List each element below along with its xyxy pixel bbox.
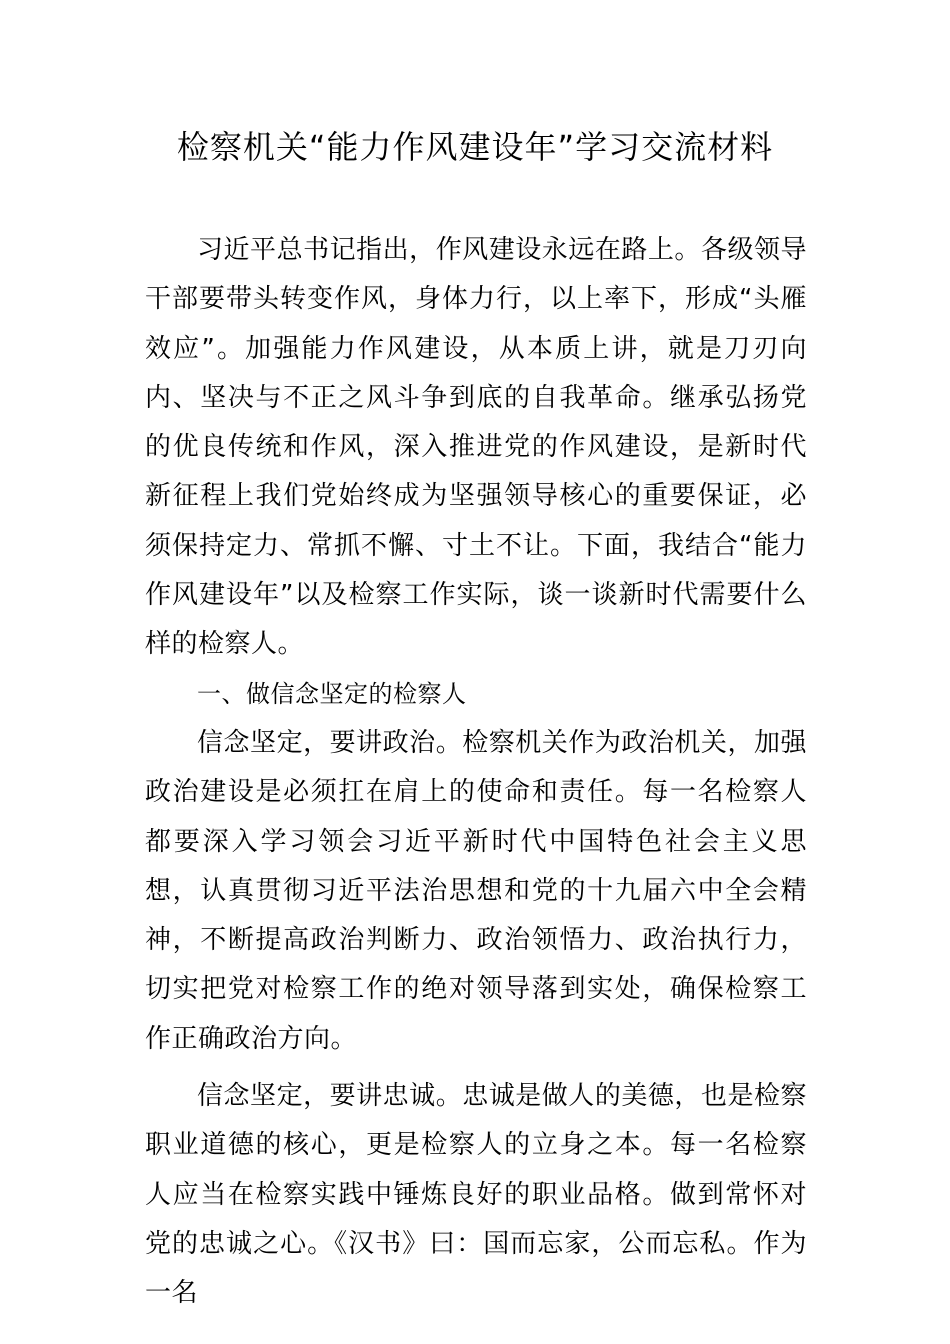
paragraph-intro: 习近平总书记指出，作风建设永远在路上。各级领导干部要带头转变作风，身体力行，以上率下，形成“头雁效应”。加强能力作风建设，从本质上讲，就是刀刃向内、坚决与不正之风斗争到底的自我革命。继承弘扬党的优良传统和作风，深入推进党的作风建设，是新时代新征程上我们党始终成为坚强领导核心的重要保证，必须保持定力、常抓不懈、寸土不让。下面，我结合“能力作风建设年”以及检察工作实际，谈一谈新时代需要什么样的检察人。 bbox=[145, 235, 807, 660]
document-title: 检察机关“能力作风建设年”学习交流材料 bbox=[176, 128, 774, 166]
document-body bbox=[145, 226, 807, 1319]
paragraph-gap bbox=[145, 1064, 807, 1072]
paragraph-politics: 信念坚定，要讲政治。检察机关作为政治机关，加强政治建设是必须扛在肩上的使命和责任。每一名检察人都要深入学习领会习近平新时代中国特色社会主义思想，认真贯彻习近平法治思想和党的十九届六中全会精神，不断提高政治判断力、政治领悟力、政治执行力，切实把党对检察工作的绝对领导落到实处，确保检察工作正确政治方向。 bbox=[145, 727, 807, 1054]
section-heading: 一、做信念坚定的检察人 bbox=[197, 679, 467, 708]
paragraph-loyalty: 信念坚定，要讲忠诚。忠诚是做人的美德，也是检察职业道德的核心，更是检察人的立身之本。每一名检察人应当在检察实践中锤炼良好的职业品格。做到常怀对党的忠诚之心。《汉书》曰：国而忘家，公而忘私。作为一名 bbox=[145, 1081, 807, 1309]
